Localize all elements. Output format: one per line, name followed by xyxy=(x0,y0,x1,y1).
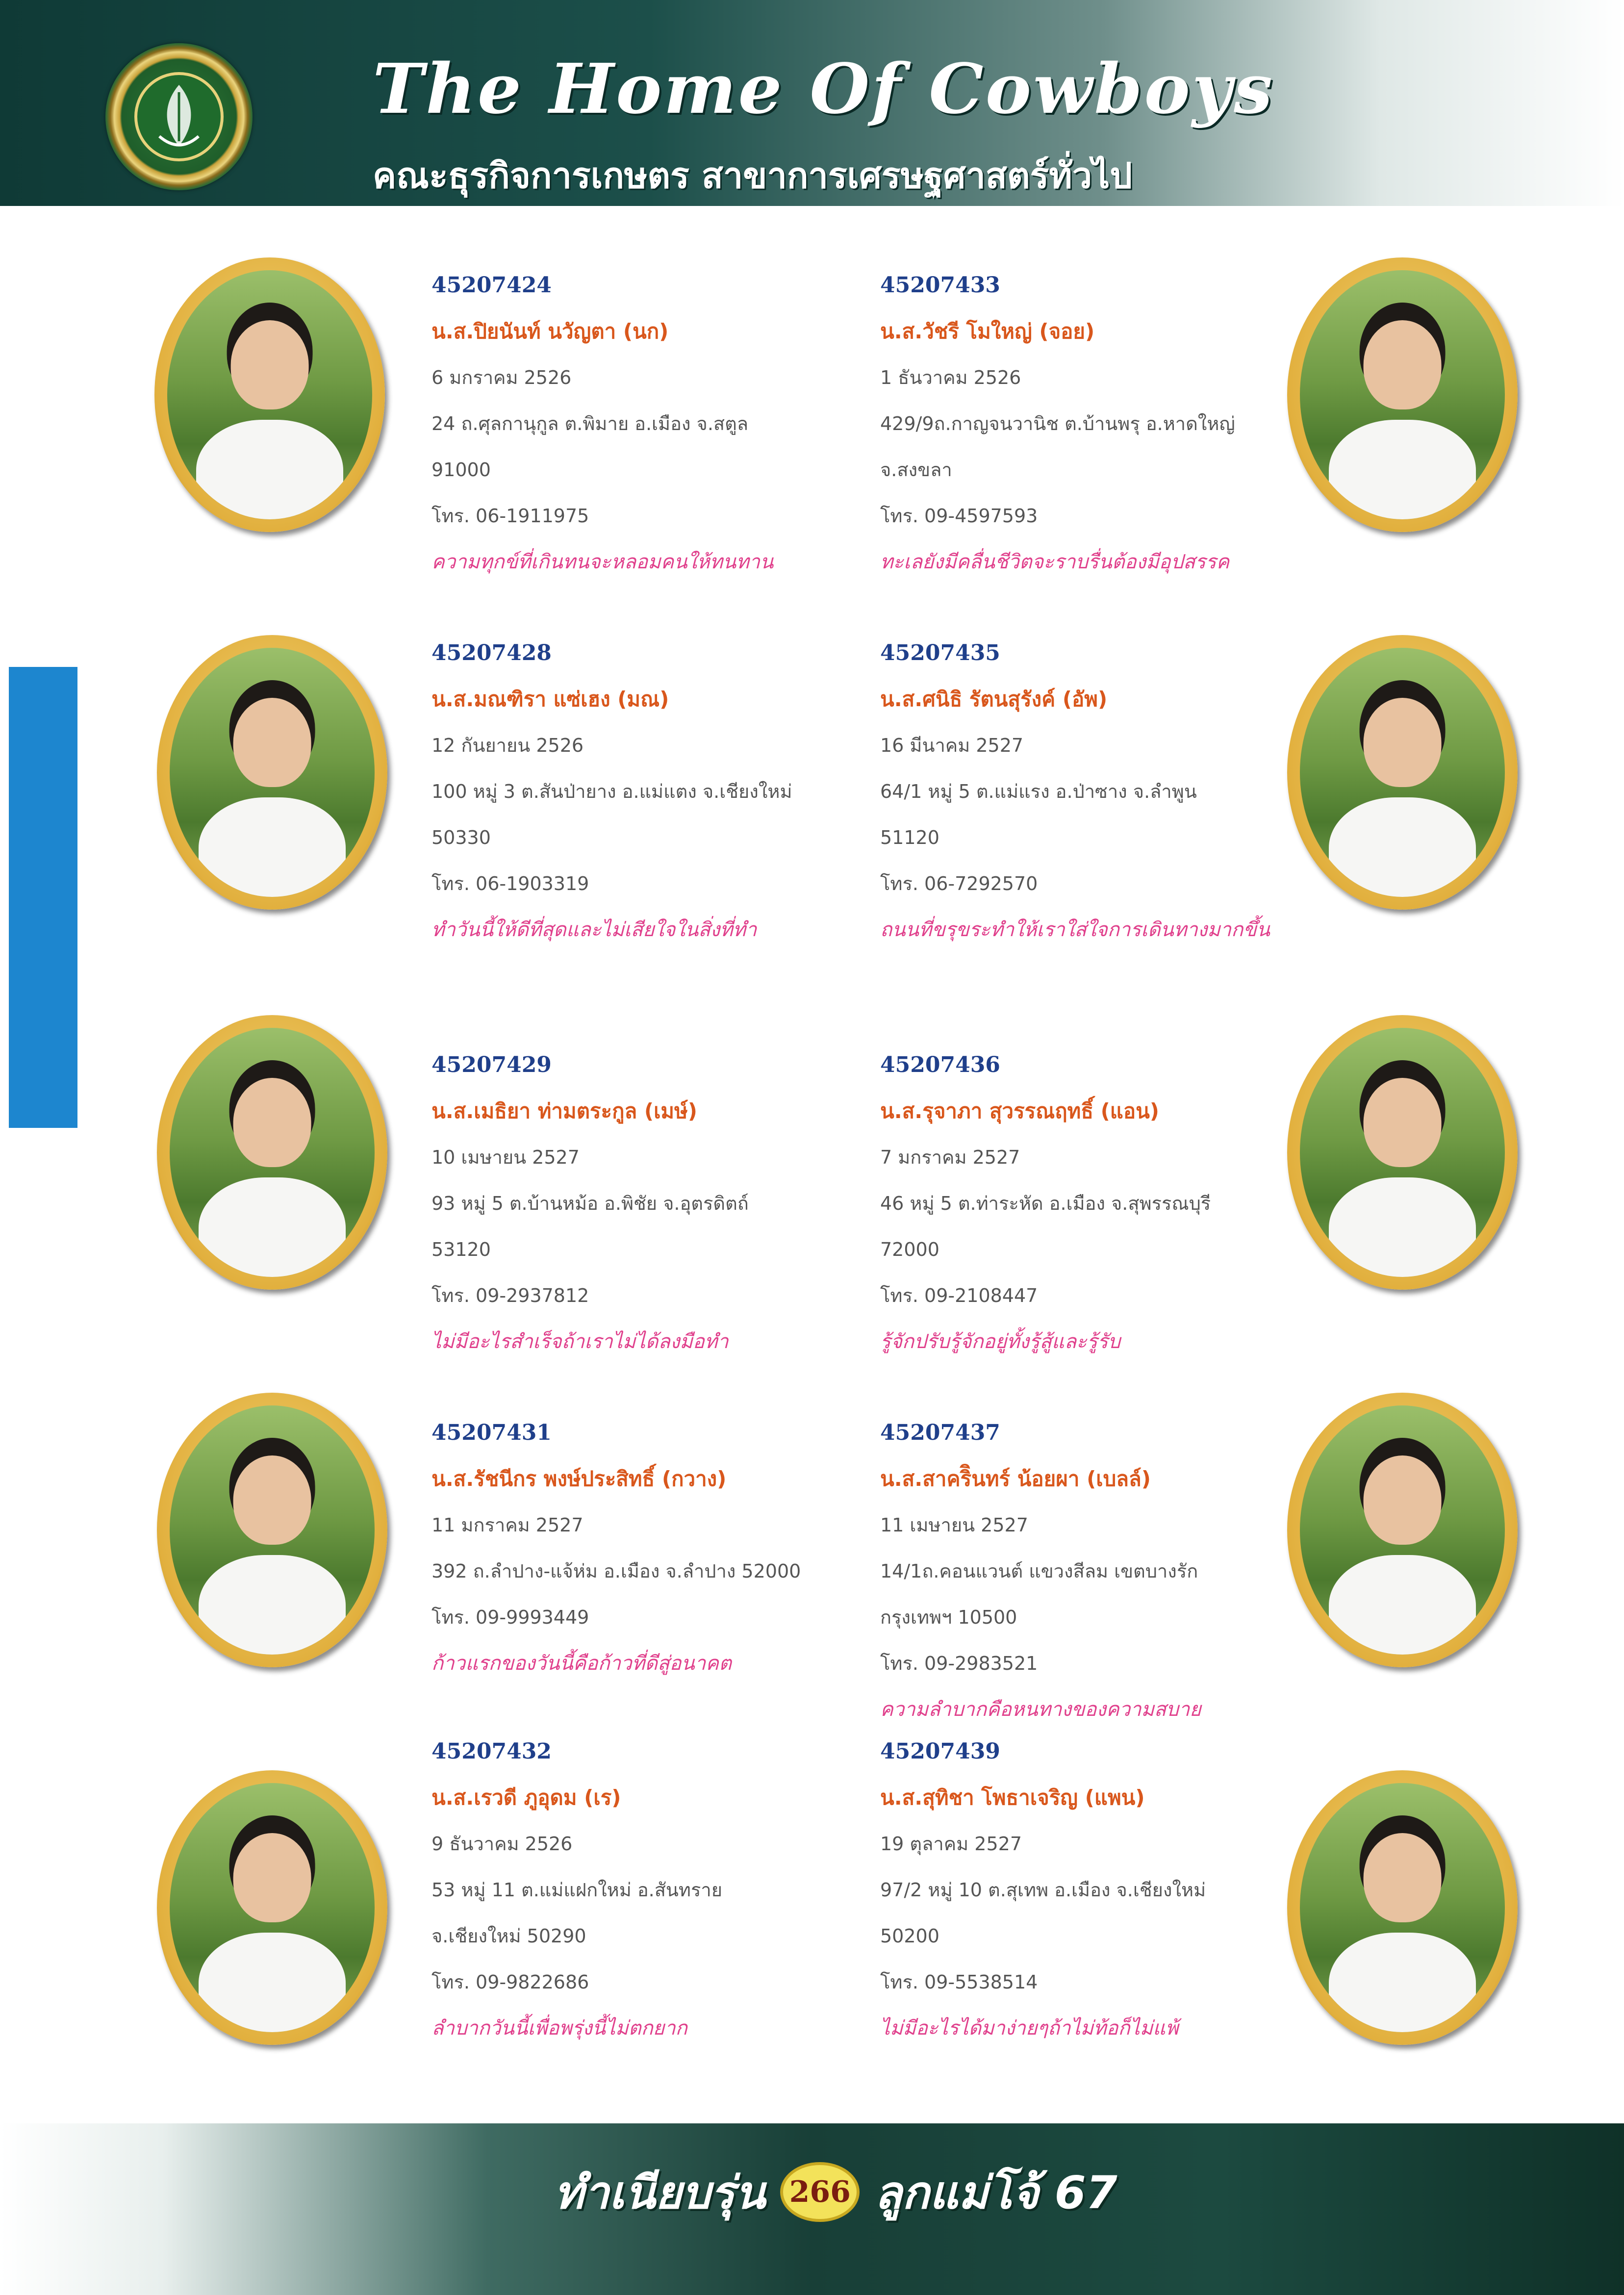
page-number-badge: 266 xyxy=(780,2162,860,2222)
student-dob: 16 มีนาคม 2527 xyxy=(880,735,1024,756)
student-address-line: 100 หมู่ 3 ต.สันป่ายาง อ.แม่แตง จ.เชียงใหม่ xyxy=(431,781,792,802)
student-address-line: 53 หมู่ 11 ต.แม่แฝกใหม่ อ.สันทราย xyxy=(431,1879,722,1901)
student-dob: 11 เมษายน 2527 xyxy=(880,1514,1028,1536)
student-entry xyxy=(880,1042,1321,1365)
student-entry xyxy=(431,1042,873,1365)
student-address-line: จ.เชียงใหม่ 50290 xyxy=(431,1925,586,1947)
student-motto: ถนนที่ขรุขระทำให้เราใส่ใจการเดินทางมากขึ้น xyxy=(880,918,1270,941)
student-address-line: 64/1 หมู่ 5 ต.แม่แรง อ.ป่าซาง จ.ลำพูน xyxy=(880,781,1197,802)
student-name: น.ส.ปิยนันท์ นวัญตา (นก) xyxy=(431,319,669,343)
student-dob: 10 เมษายน 2527 xyxy=(431,1147,580,1168)
student-phone: โทร. 09-9993449 xyxy=(431,1606,589,1628)
student-entry xyxy=(880,630,1321,953)
student-photo-oval xyxy=(157,1393,387,1667)
student-address-line: 72000 xyxy=(880,1239,939,1260)
student-motto: ไม่มีอะไรสำเร็จถ้าเราไม่ได้ลงมือทำ xyxy=(431,1330,729,1353)
student-motto: ความทุกข์ที่เกินทนจะหลอมคนให้ทนทาน xyxy=(431,551,774,573)
student-motto: รู้จักปรับรู้จักอยู่ทั้งรู้สู้และรู้รับ xyxy=(880,1330,1120,1353)
student-address-line: 50200 xyxy=(880,1925,939,1947)
footer-right-text: ลูกแม่โจ้ 67 xyxy=(874,2166,1117,2219)
footer-left-text: ทำเนียบรุ่น xyxy=(554,2166,766,2219)
student-motto: ทะเลยังมีคลื่นชีวิตจะราบรื่นต้องมีอุปสรรค xyxy=(880,551,1230,573)
student-name: น.ส.รุจาภา สุวรรณฤทธิ์ (แอน) xyxy=(880,1099,1159,1123)
student-address-line: 50330 xyxy=(431,827,491,848)
student-address-line: 51120 xyxy=(880,827,939,848)
student-entry xyxy=(431,1729,873,2051)
student-address-line: 24 ถ.ศุลกานุกูล ต.พิมาย อ.เมือง จ.สตูล xyxy=(431,413,749,434)
student-dob: 1 ธันวาคม 2526 xyxy=(880,367,1021,388)
student-id: 45207439 xyxy=(880,1739,1000,1764)
student-photo-oval xyxy=(1287,257,1518,532)
student-address-line: 93 หมู่ 5 ต.บ้านหม้อ อ.พิชัย จ.อุตรดิตถ์ xyxy=(431,1193,749,1214)
student-id: 45207436 xyxy=(880,1052,1000,1077)
student-photo-oval xyxy=(157,1015,387,1290)
student-address-line: 46 หมู่ 5 ต.ท่าระหัด อ.เมือง จ.สุพรรณบุรี xyxy=(880,1193,1211,1214)
page-subtitle: คณะธุรกิจการเกษตร สาขาการเศรษฐศาสตร์ทั่วไป xyxy=(373,155,1133,196)
student-dob: 9 ธันวาคม 2526 xyxy=(431,1833,573,1855)
student-motto: ก้าวแรกของวันนี้คือก้าวที่ดีสู่อนาคต xyxy=(431,1652,732,1675)
student-address-line: 429/9ถ.กาญจนวานิช ต.บ้านพรุ อ.หาดใหญ่ xyxy=(880,413,1235,434)
footer-caption xyxy=(554,2158,1117,2226)
student-phone: โทร. 09-2983521 xyxy=(880,1653,1038,1674)
student-photo-oval xyxy=(157,1770,387,2045)
student-name: น.ส.สาคริินทร์ น้อยผา (เบลล์) xyxy=(880,1467,1151,1491)
student-phone: โทร. 06-1903319 xyxy=(431,873,589,894)
student-id: 45207437 xyxy=(880,1420,1000,1445)
student-entry xyxy=(431,630,873,953)
student-address-line: 91000 xyxy=(431,459,491,481)
student-entry xyxy=(880,262,1321,585)
student-id: 45207435 xyxy=(880,640,1000,665)
student-motto: ลำบากวันนี้เพื่อพรุ่งนี้ไม่ตกยาก xyxy=(431,2017,687,2040)
student-dob: 11 มกราคม 2527 xyxy=(431,1514,584,1536)
student-phone: โทร. 09-2108447 xyxy=(880,1285,1038,1306)
student-name: น.ส.เมธิยา ท่ามตระกูล (เมษ์) xyxy=(431,1099,698,1123)
student-name: น.ส.ศนิธิ รัตนสุรังค์ (อัพ) xyxy=(880,687,1108,711)
student-entry xyxy=(431,1410,873,1686)
student-address-line: กรุงเทพฯ 10500 xyxy=(880,1606,1017,1628)
student-address-line: จ.สงขลา xyxy=(880,459,952,481)
student-photo-oval xyxy=(154,257,385,532)
student-photo-oval xyxy=(1287,1393,1518,1667)
student-address-line: 97/2 หมู่ 10 ต.สุเทพ อ.เมือง จ.เชียงใหม่ xyxy=(880,1879,1206,1901)
student-entry xyxy=(431,262,873,585)
student-phone: โทร. 06-1911975 xyxy=(431,505,589,527)
student-id: 45207429 xyxy=(431,1052,552,1077)
student-phone: โทร. 09-2937812 xyxy=(431,1285,589,1306)
student-name: น.ส.มณฑิรา แซ่เฮง (มณ) xyxy=(431,687,669,711)
student-motto: ทำวันนี้ให้ดีที่สุดและไม่เสียใจในสิ่งที่ทำ xyxy=(431,918,757,941)
student-phone: โทร. 06-7292570 xyxy=(880,873,1038,894)
student-dob: 6 มกราคม 2526 xyxy=(431,367,572,388)
student-photo-oval xyxy=(1287,635,1518,910)
student-address-line: 53120 xyxy=(431,1239,491,1260)
student-motto: ความลำบากคือหนทางของความสบาย xyxy=(880,1698,1201,1721)
student-motto: ไม่มีอะไรได้มาง่ายๆถ้าไม่ท้อก็ไม่แพ้ xyxy=(880,2017,1179,2040)
student-name: น.ส.รัชนีกร พงษ์ประสิทธิ์ (กวาง) xyxy=(431,1467,727,1491)
student-entry xyxy=(880,1410,1321,1733)
student-address-line: 392 ถ.ลำปาง-แจ้ห่ม อ.เมือง จ.ลำปาง 52000 xyxy=(431,1560,801,1582)
student-address-line: 14/1ถ.คอนแวนต์ แขวงสีลม เขตบางรัก xyxy=(880,1560,1198,1582)
university-seal-icon xyxy=(105,43,253,190)
student-dob: 12 กันยายน 2526 xyxy=(431,735,584,756)
student-id: 45207424 xyxy=(431,273,552,298)
student-phone: โทร. 09-5538514 xyxy=(880,1971,1038,1993)
student-entry xyxy=(880,1729,1321,2051)
student-photo-oval xyxy=(1287,1770,1518,2045)
student-id: 45207428 xyxy=(431,640,552,665)
page-title: The Home Of Cowboys xyxy=(373,49,1275,129)
student-phone: โทร. 09-4597593 xyxy=(880,505,1038,527)
student-name: น.ส.สุทิชา โพธาเจริญ (แพน) xyxy=(880,1785,1145,1810)
side-accent-strip xyxy=(9,667,77,1128)
student-name: น.ส.วัชรี โมใหญ่ (จอย) xyxy=(880,319,1095,343)
student-photo-oval xyxy=(1287,1015,1518,1290)
student-id: 45207432 xyxy=(431,1739,552,1764)
student-photo-oval xyxy=(157,635,387,910)
student-dob: 7 มกราคม 2527 xyxy=(880,1147,1020,1168)
student-name: น.ส.เรวดี ภูอุดม (เร) xyxy=(431,1785,621,1810)
student-id: 45207431 xyxy=(431,1420,552,1445)
student-dob: 19 ตุลาคม 2527 xyxy=(880,1833,1022,1855)
student-phone: โทร. 09-9822686 xyxy=(431,1971,589,1993)
student-id: 45207433 xyxy=(880,273,1000,298)
